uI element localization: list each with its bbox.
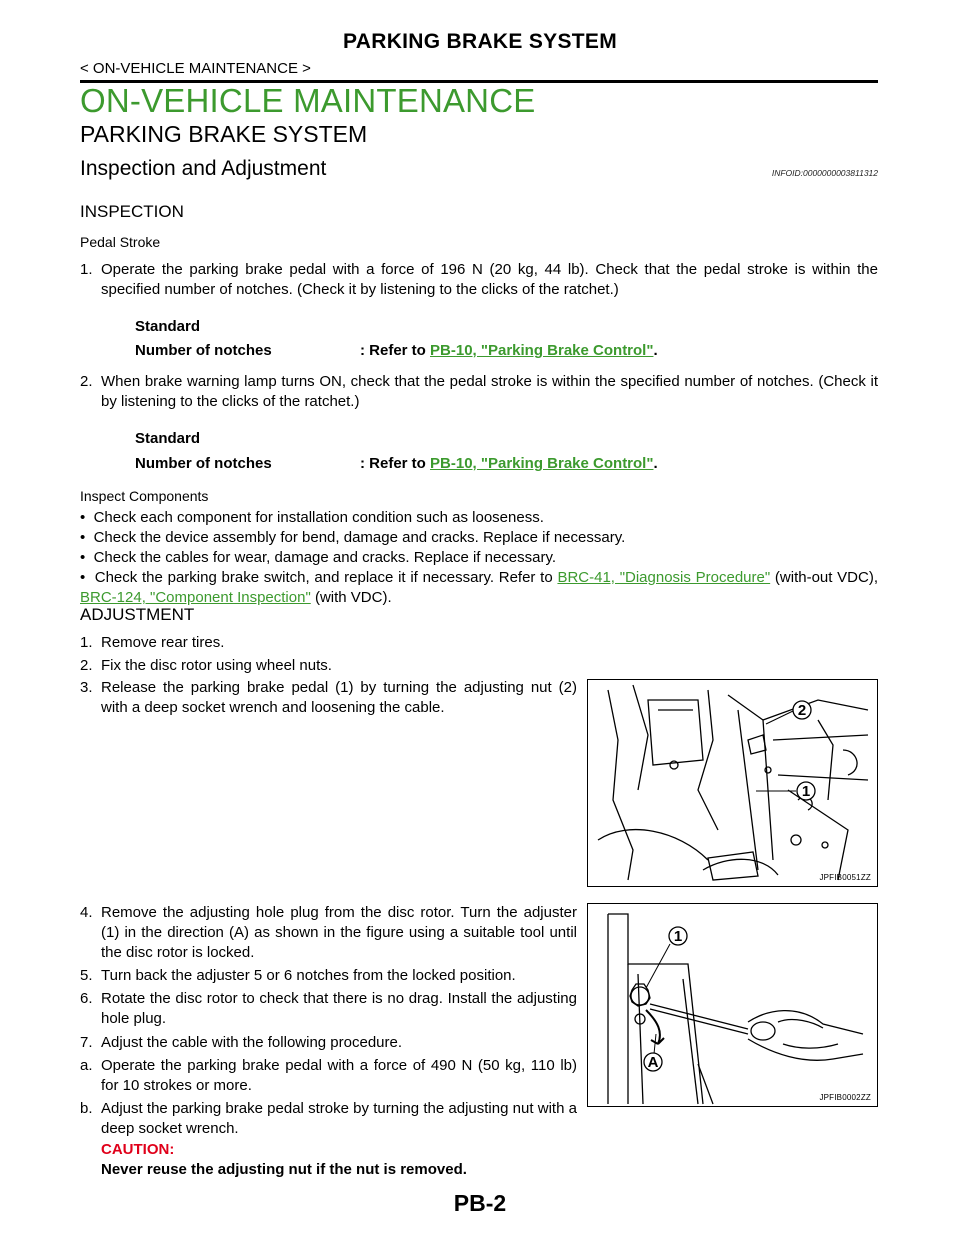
callout-a: A	[647, 1054, 659, 1071]
topic-heading: Inspection and Adjustment	[80, 157, 327, 180]
inspection-step-2: 2. When brake warning lamp turns ON, check that the pedal stroke is within the specified number of notches. (Check it by listening to the clicks of the ratchet.)	[80, 373, 878, 410]
components-list	[80, 508, 878, 608]
spec-name-1: Number of notches	[135, 342, 272, 359]
adjust-step-a: a. Operate the parking brake pedal with a force of 490 N (50 kg, 110 lb) for 10 strokes or more.	[80, 1057, 577, 1094]
adjust-step-6: 6. Rotate the disc rotor to check that there is no drag. Install the adjusting hole plug.	[80, 990, 577, 1027]
callout-2: 2	[797, 702, 807, 719]
adjust-step-4: 4. Remove the adjusting hole plug from the disc rotor. Turn the adjuster (1) in the direction (A) as shown in the figure using a suitable tool until the disc rotor is locked.	[80, 904, 577, 961]
inspection-heading: INSPECTION	[80, 202, 184, 221]
spec-label-2: Standard	[135, 430, 201, 447]
parking-brake-pedal-illustration	[588, 680, 877, 886]
spec-value-1: : Refer to PB-10, "Parking Brake Control".	[360, 342, 658, 359]
list-item: • Check each component for installation condition such as looseness.	[80, 509, 544, 526]
link-brc-124[interactable]: BRC-124, "Component Inspection"	[80, 589, 311, 606]
caution-text: Never reuse the adjusting nut if the nut is removed.	[101, 1161, 467, 1178]
adjustment-heading: ADJUSTMENT	[80, 605, 195, 624]
inspect-components-heading: Inspect Components	[80, 488, 209, 504]
adjust-step-1: 1. Remove rear tires.	[80, 634, 225, 651]
list-item: • Check the device assembly for bend, damage and cracks. Replace if necessary.	[80, 529, 626, 546]
header-title: PARKING BRAKE SYSTEM	[343, 30, 617, 53]
figure-2-caption: JPFIB0002ZZ	[819, 1093, 871, 1102]
link-brc-41[interactable]: BRC-41, "Diagnosis Procedure"	[557, 569, 771, 586]
caution-block	[101, 1140, 467, 1180]
adjust-step-5: 5. Turn back the adjuster 5 or 6 notches from the locked position.	[80, 967, 516, 984]
caution-label: CAUTION:	[101, 1141, 175, 1158]
spec-value-2: : Refer to PB-10, "Parking Brake Control".	[360, 455, 658, 472]
figure-1-caption: JPFIB0051ZZ	[819, 873, 871, 882]
breadcrumb: < ON-VEHICLE MAINTENANCE >	[80, 60, 311, 77]
spec-label-1: Standard	[135, 318, 201, 335]
figure-disc-rotor-adjuster	[587, 903, 878, 1107]
info-id: INFOID:0000000003811312	[771, 168, 878, 178]
subsection-heading: PARKING BRAKE SYSTEM	[80, 121, 368, 147]
section-heading: ON-VEHICLE MAINTENANCE	[80, 82, 536, 119]
adjust-step-b: b. Adjust the parking brake pedal stroke by turning the adjusting nut with a deep socket wrench.	[80, 1100, 577, 1137]
link-pb-10[interactable]: PB-10, "Parking Brake Control"	[430, 342, 654, 359]
adjust-step-3: 3. Release the parking brake pedal (1) by turning the adjusting nut (2) with a deep socket wrench and loosening the cable.	[80, 679, 577, 716]
list-item: • Check the cables for wear, damage and cracks. Replace if necessary.	[80, 549, 557, 566]
adjust-step-7: 7. Adjust the cable with the following procedure.	[80, 1034, 403, 1051]
inspection-step-1: 1. Operate the parking brake pedal with a force of 196 N (20 kg, 44 lb). Check that the pedal stroke is within the specified number of notches. (Check it by listening to the clicks of the ratchet.)	[80, 261, 878, 298]
callout-1: 1	[673, 928, 683, 945]
callout-1: 1	[801, 783, 811, 800]
adjust-step-2: 2. Fix the disc rotor using wheel nuts.	[80, 657, 332, 674]
pedal-stroke-heading: Pedal Stroke	[80, 234, 161, 250]
list-item: • Check the parking brake switch, and replace it if necessary. Refer to BRC-41, "Diagnosis Procedure" (with-out VDC), BRC-124, "Component Inspection" (with VDC).	[80, 569, 879, 606]
link-pb-10-2[interactable]: PB-10, "Parking Brake Control"	[430, 455, 654, 472]
figure-parking-brake-pedal	[587, 679, 878, 887]
disc-rotor-adjuster-illustration	[588, 904, 877, 1106]
page-number: PB-2	[453, 1190, 507, 1216]
spec-name-2: Number of notches	[135, 455, 272, 472]
